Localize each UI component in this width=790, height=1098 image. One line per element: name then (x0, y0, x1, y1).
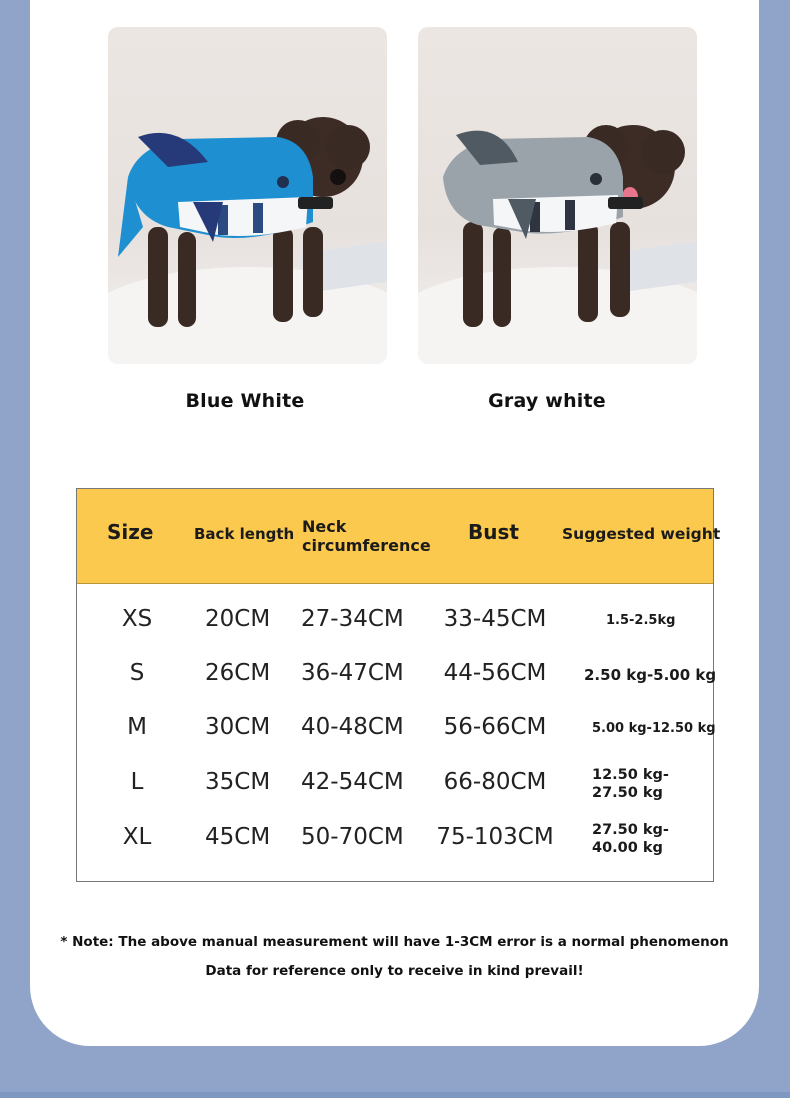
cell-weight: 27.50 kg-40.00 kg (592, 822, 669, 856)
cell-bust: 33-45CM (443, 606, 547, 632)
cell-bust: 56-66CM (443, 714, 547, 740)
cell-size: XS (121, 606, 153, 632)
header-size: Size (107, 520, 154, 544)
caption-blue-white: Blue White (185, 390, 305, 412)
cell-back-length: 45CM (205, 824, 271, 850)
cell-back-length: 20CM (205, 606, 271, 632)
cell-size: XL (122, 824, 152, 850)
cell-weight: 12.50 kg-27.50 kg (592, 767, 669, 801)
cell-size: L (130, 769, 144, 795)
table-row-s (77, 644, 717, 698)
product-photo-gray-white (418, 27, 697, 364)
size-table-header (77, 489, 721, 584)
product-photo-blue-white (108, 27, 387, 364)
cell-bust: 44-56CM (443, 660, 547, 686)
cell-bust: 75-103CM (436, 824, 554, 850)
cell-bust: 66-80CM (443, 769, 547, 795)
cell-weight: 1.5-2.5kg (606, 613, 676, 628)
header-suggested-weight: Suggested weight (562, 525, 721, 543)
cell-neck: 40-48CM (301, 714, 404, 740)
reference-note: Data for reference only to receive in kind prevail! (205, 963, 584, 979)
cell-neck: 50-70CM (301, 824, 404, 850)
table-row-xs (77, 590, 713, 644)
cell-weight: 5.00 kg-12.50 kg (592, 721, 716, 736)
dog-in-blue-shark-vest-illustration (108, 27, 387, 364)
cell-size: S (129, 660, 145, 686)
caption-gray-white: Gray white (488, 390, 606, 412)
dog-in-gray-shark-vest-illustration (418, 27, 697, 364)
cell-neck: 42-54CM (301, 769, 404, 795)
table-row-m (77, 698, 716, 752)
header-bust: Bust (468, 520, 519, 544)
cell-neck: 27-34CM (301, 606, 404, 632)
cell-back-length: 26CM (205, 660, 271, 686)
table-row-xl (77, 808, 713, 862)
table-row-l (77, 753, 713, 807)
bottom-strip (0, 1092, 790, 1098)
size-table (76, 488, 721, 882)
cell-neck: 36-47CM (301, 660, 404, 686)
header-back-length: Back length (194, 525, 295, 543)
cell-weight: 2.50 kg-5.00 kg (584, 666, 717, 684)
cell-size: M (127, 714, 147, 740)
measurement-note: * Note: The above manual measurement will have 1-3CM error is a normal phenomenon (60, 934, 729, 950)
cell-back-length: 30CM (205, 714, 271, 740)
cell-back-length: 35CM (205, 769, 271, 795)
header-neck-circumference: Neck circumference (302, 517, 431, 555)
